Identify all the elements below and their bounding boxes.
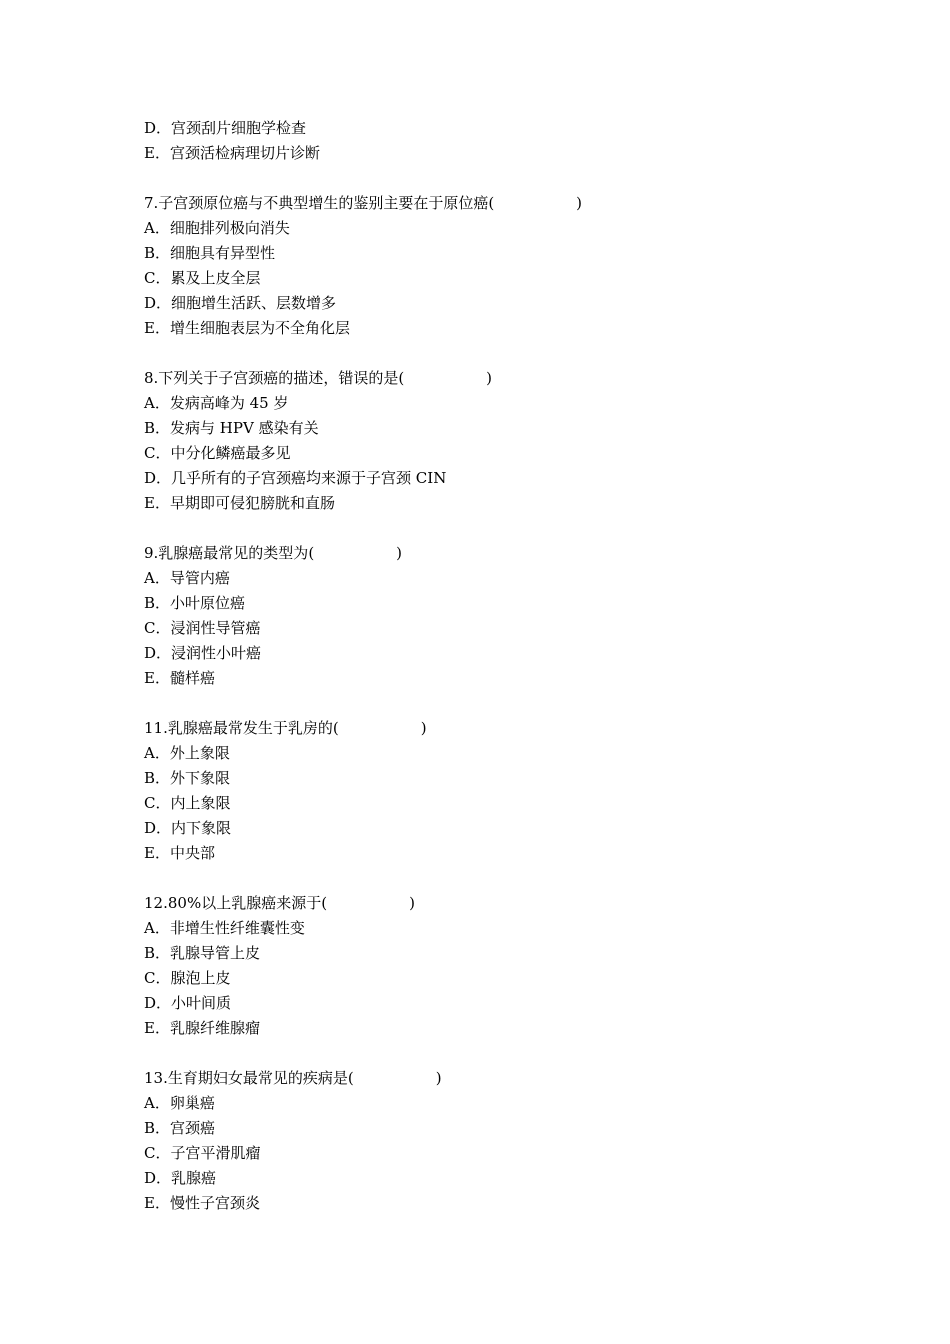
option-line: A．外上象限 bbox=[144, 744, 230, 762]
question-stem: 8.下列关于子宫颈癌的描述，错误的是( ) bbox=[144, 369, 493, 387]
option-line: D．几乎所有的子宫颈癌均来源于子宫颈 CIN bbox=[144, 469, 447, 487]
option-line: E．慢性子宫颈炎 bbox=[144, 1194, 260, 1212]
option-line: B．宫颈癌 bbox=[144, 1119, 216, 1137]
document-page bbox=[144, 116, 844, 1241]
question-stem: 11.乳腺癌最常发生于乳房的( ) bbox=[144, 719, 427, 737]
question-stem: 9.乳腺癌最常见的类型为( ) bbox=[144, 544, 403, 562]
option-line: D．乳腺癌 bbox=[144, 1169, 217, 1187]
option-line: D．内下象限 bbox=[144, 819, 232, 837]
option-line: E．宫颈活检病理切片诊断 bbox=[144, 144, 320, 162]
question-7 bbox=[144, 191, 844, 341]
option-line: A．导管内癌 bbox=[144, 569, 230, 587]
option-line: A．非增生性纤维囊性变 bbox=[144, 919, 305, 937]
option-line: D．浸润性小叶癌 bbox=[144, 644, 262, 662]
fragment-options bbox=[144, 116, 844, 166]
question-stem: 13.生育期妇女最常见的疾病是( ) bbox=[144, 1069, 442, 1087]
question-9 bbox=[144, 541, 844, 691]
option-line: E．乳腺纤维腺瘤 bbox=[144, 1019, 260, 1037]
option-line: C．中分化鳞癌最多见 bbox=[144, 444, 291, 462]
option-line: E．增生细胞表层为不全角化层 bbox=[144, 319, 350, 337]
option-line: C．内上象限 bbox=[144, 794, 231, 812]
option-line: C．浸润性导管癌 bbox=[144, 619, 261, 637]
option-line: B．细胞具有异型性 bbox=[144, 244, 276, 262]
question-12 bbox=[144, 891, 844, 1041]
option-line: D．宫颈刮片细胞学检查 bbox=[144, 119, 307, 137]
option-line: A．发病高峰为 45 岁 bbox=[144, 394, 289, 412]
question-8 bbox=[144, 366, 844, 516]
option-line: A．细胞排列极向消失 bbox=[144, 219, 290, 237]
option-line: C．腺泡上皮 bbox=[144, 969, 231, 987]
option-line: D．小叶间质 bbox=[144, 994, 232, 1012]
option-line: C．子宫平滑肌瘤 bbox=[144, 1144, 261, 1162]
option-line: B．乳腺导管上皮 bbox=[144, 944, 261, 962]
option-line: E．髓样癌 bbox=[144, 669, 215, 687]
option-line: D．细胞增生活跃、层数增多 bbox=[144, 294, 337, 312]
option-line: C．累及上皮全层 bbox=[144, 269, 261, 287]
option-line: B．外下象限 bbox=[144, 769, 231, 787]
question-13 bbox=[144, 1066, 844, 1216]
option-line: B．小叶原位癌 bbox=[144, 594, 246, 612]
question-11 bbox=[144, 716, 844, 866]
option-line: B．发病与 HPV 感染有关 bbox=[144, 419, 319, 437]
question-stem: 7.子宫颈原位癌与不典型增生的鉴别主要在于原位癌( ) bbox=[144, 194, 583, 212]
option-line: E．早期即可侵犯膀胱和直肠 bbox=[144, 494, 335, 512]
question-stem: 12.80%以上乳腺癌来源于( ) bbox=[144, 894, 415, 912]
option-line: A．卵巢癌 bbox=[144, 1094, 215, 1112]
option-line: E．中央部 bbox=[144, 844, 215, 862]
